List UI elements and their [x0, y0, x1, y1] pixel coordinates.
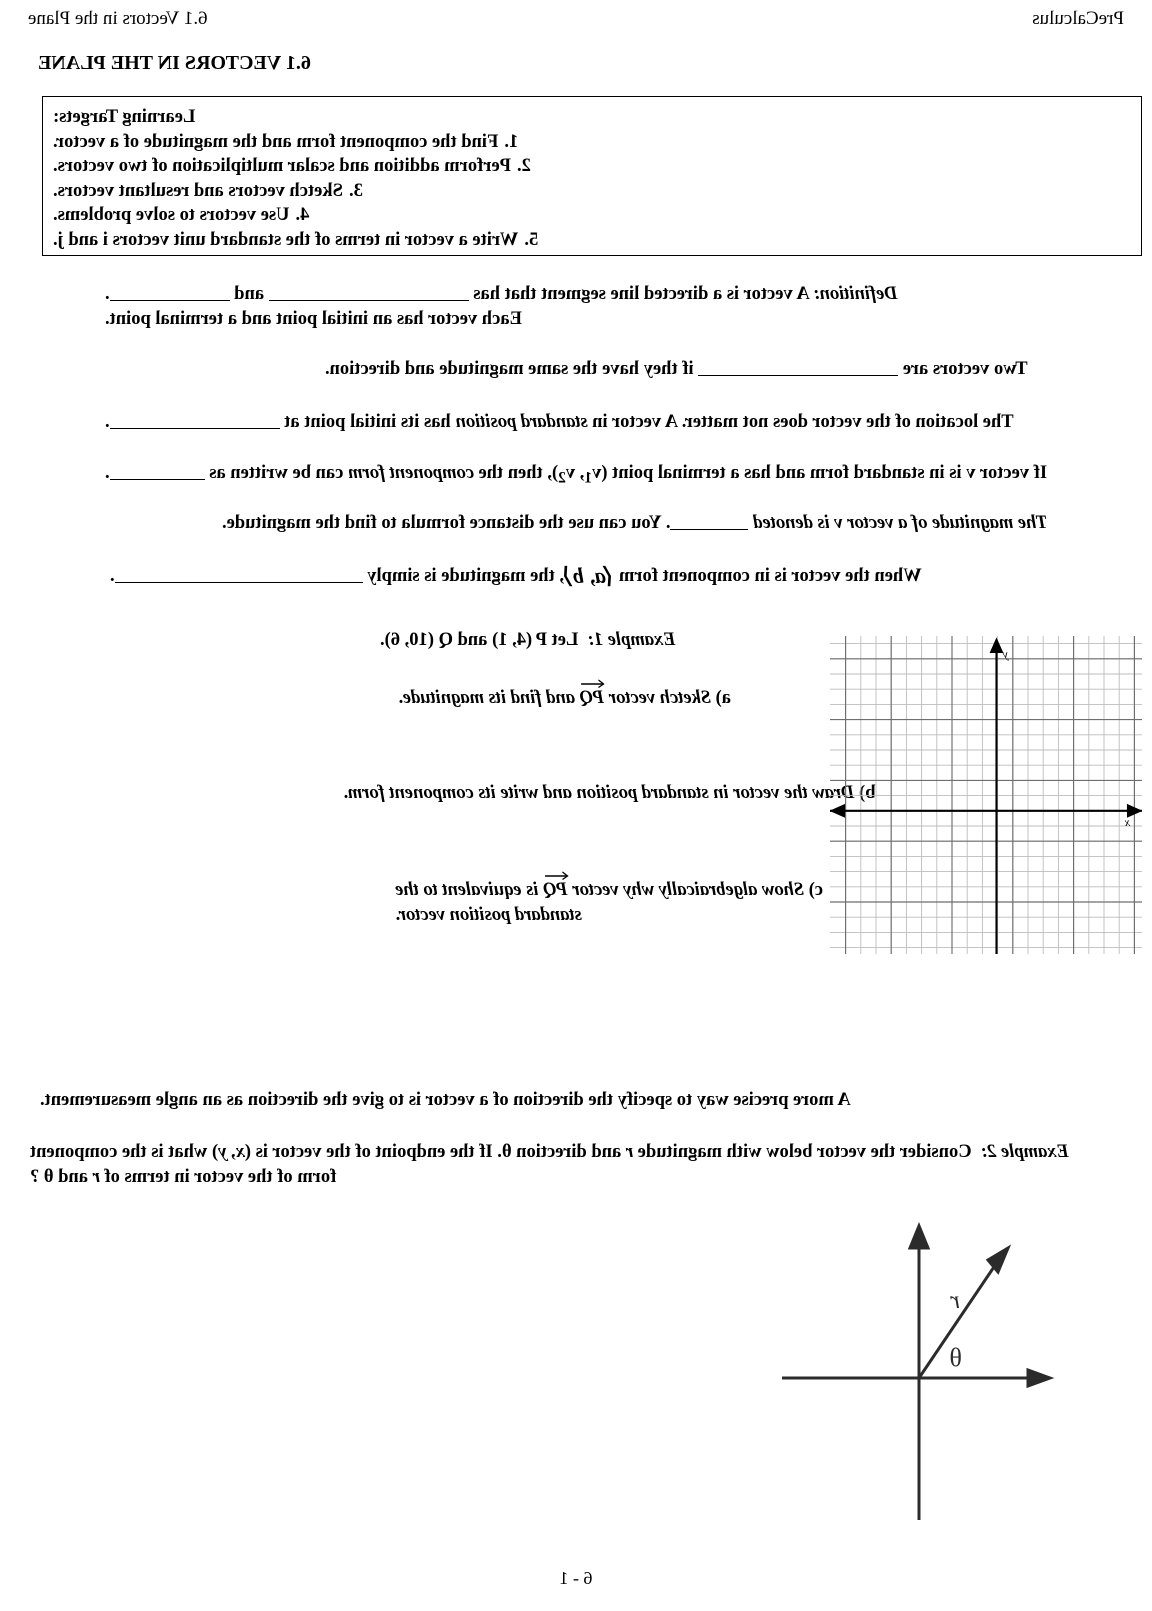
note-component-form	[105, 461, 1047, 491]
target-text: Find the component form and the magnitude of a vector.	[53, 131, 499, 152]
example1-c-post: is equivalent to the standard position vector.	[395, 880, 582, 925]
location-tail: has its initial point at	[284, 412, 451, 432]
compmag-vector: a, b	[572, 563, 606, 588]
x-axis-arrow-right	[832, 806, 844, 817]
component-lead: If vector v is in standard form and has a terminal point (v	[592, 463, 1048, 483]
target-text: Sketch vectors and resultant vectors.	[53, 180, 343, 201]
example1-part-a	[398, 686, 731, 711]
note-two-vectors	[325, 357, 1028, 382]
y-axis-arrow-up	[991, 640, 1002, 652]
vector-r-arrowhead	[988, 1248, 1008, 1272]
example2-part6: ?	[30, 1167, 40, 1187]
header-course: PreCalculus	[1032, 8, 1124, 29]
vector-angle-diagram	[742, 1190, 1072, 1520]
note-definition-line2: Each vector has an initial point and a terminal point.	[105, 309, 522, 329]
definition-blank-1[interactable]	[269, 300, 469, 301]
definition-blank-2[interactable]	[110, 300, 230, 301]
component-tail: can be written as	[209, 463, 344, 483]
location-period: .	[105, 412, 110, 432]
grid-minor-lines	[830, 636, 1142, 954]
note-magnitude	[222, 511, 1048, 536]
target-number: 2.	[517, 156, 531, 176]
component-mid: , v	[565, 463, 585, 483]
learning-targets-heading: Learning Targets:	[53, 107, 196, 127]
example1-b-text: Draw the vector in standard position and write its component form.	[343, 783, 855, 803]
coordinate-grid-graph	[830, 636, 1142, 954]
note-location	[105, 410, 1014, 435]
compmag-period: .	[110, 566, 115, 586]
example1-c-pre: Show algebraically why vector	[572, 880, 805, 900]
list-item	[53, 130, 542, 155]
example1-part-c	[395, 878, 845, 928]
target-number: 3.	[348, 180, 363, 201]
learning-targets-list	[53, 130, 542, 253]
location-lead: The location of the vector does not matter. A vector in	[592, 412, 1014, 432]
learning-targets-box	[42, 96, 1142, 256]
list-item	[53, 203, 542, 228]
list-item	[53, 228, 542, 253]
location-italic: standard position	[455, 412, 588, 432]
vector-arrow-icon	[580, 679, 605, 688]
vector-pq-a-label: PQ	[579, 688, 605, 708]
note-precise-direction: A more precise way to specify the direction of a vector is to give the direction as an angle measurement.	[40, 1090, 851, 1110]
magnitude-blank[interactable]	[670, 529, 748, 530]
target-text: Use vectors to solve problems.	[53, 205, 290, 225]
list-item	[53, 179, 542, 204]
learning-targets-content	[53, 105, 542, 252]
two-vectors-lead: Two vectors are	[902, 359, 1028, 379]
target-text: Write a vector in terms of the standard unit vectors i and j.	[53, 229, 519, 250]
example2-part4: ) what is the component form of the vector in terms of	[30, 1142, 337, 1187]
page-footer: 6 - 1	[559, 1568, 593, 1588]
component-period: .	[105, 463, 110, 483]
page-title: 6.1 VECTORS IN THE PLANE	[38, 52, 311, 74]
target-text: Perform addition and scalar multiplication of two vectors.	[53, 156, 512, 176]
diagram-y-axis-arrow	[910, 1226, 928, 1248]
x-axis-label: x	[1124, 815, 1130, 829]
magnitude-lead: The magnitude of a vector v is denoted	[753, 513, 1048, 533]
two-vectors-blank[interactable]	[698, 375, 898, 376]
header-running-head: 6.1 Vectors in the Plane	[28, 8, 208, 29]
example2-r-ref: r	[92, 1167, 100, 1187]
note-definition-line1	[105, 282, 898, 307]
example2-part2: and direction	[516, 1142, 622, 1162]
vector-pq-c	[543, 878, 568, 903]
diagram-x-axis-arrow	[1028, 1370, 1050, 1386]
example2-label: Example 2:	[980, 1142, 1069, 1162]
example1-label: Example 1:	[587, 630, 676, 650]
vector-angle-label: θ	[949, 1343, 962, 1372]
location-blank[interactable]	[110, 428, 280, 429]
compmag-lead: When the vector is in component form	[618, 566, 922, 586]
example2-magnitude-symbol: r	[625, 1142, 634, 1162]
example2-comma: ,	[226, 1142, 236, 1162]
target-number: 4.	[295, 205, 310, 225]
example1-a-post: and find its magnitude.	[398, 688, 575, 708]
example1-c-label: c)	[808, 880, 824, 900]
component-italic: component form	[347, 463, 474, 483]
component-after: ), then the	[478, 463, 559, 483]
vector-magnitude-label: r	[950, 1287, 960, 1314]
target-number: 1.	[504, 131, 519, 152]
definition-label: Definition:	[813, 284, 898, 304]
example1-title	[380, 628, 675, 653]
two-vectors-tail: if they have the same magnitude and direction.	[325, 359, 694, 379]
vector-arrow-icon	[544, 871, 569, 880]
list-item	[53, 154, 542, 179]
compmag-angle-bracket: ⟨a, b⟩	[564, 563, 615, 588]
component-sub-2: 2	[558, 469, 566, 487]
example2-x-symbol: x	[235, 1142, 245, 1162]
vector-pq-a	[579, 686, 604, 711]
vector-pq-c-label: PQ	[543, 880, 568, 900]
definition-period: .	[105, 284, 110, 304]
definition-lead: A vector is a directed line segment that has	[473, 284, 810, 304]
definition-and: and	[234, 284, 265, 304]
target-number: 5.	[524, 229, 539, 250]
example2-block	[30, 1140, 1110, 1190]
example2-theta-symbol: θ	[501, 1142, 512, 1162]
grid-axes	[830, 640, 1142, 954]
component-blank[interactable]	[110, 479, 205, 480]
note-component-magnitude	[110, 563, 922, 589]
y-axis-label: y	[1002, 647, 1008, 661]
example2-y-symbol: y	[218, 1142, 227, 1162]
component-sub-1: 1	[584, 469, 593, 487]
example1-part-b	[343, 781, 875, 806]
example1-statement: Let P (4, 1) and Q (10, 6).	[380, 630, 579, 650]
magnitude-tail: . You can use the distance formula to find the magnitude.	[222, 513, 671, 533]
example1-a-label: a)	[715, 688, 732, 708]
example1-a-pre: Sketch vector	[608, 688, 711, 708]
note-definition	[105, 282, 898, 332]
compmag-blank[interactable]	[115, 582, 363, 583]
example2-theta-ref: θ	[43, 1167, 54, 1187]
compmag-tail: , the magnitude is simply	[367, 566, 565, 586]
grid-major-lines	[830, 636, 1142, 954]
example2-part1: Consider the vector below with magnitude	[637, 1142, 972, 1162]
example2-part5: and	[58, 1167, 88, 1187]
example1-b-label: b)	[859, 783, 876, 803]
example2-part3: . If the endpoint of the vector is (	[244, 1142, 502, 1162]
